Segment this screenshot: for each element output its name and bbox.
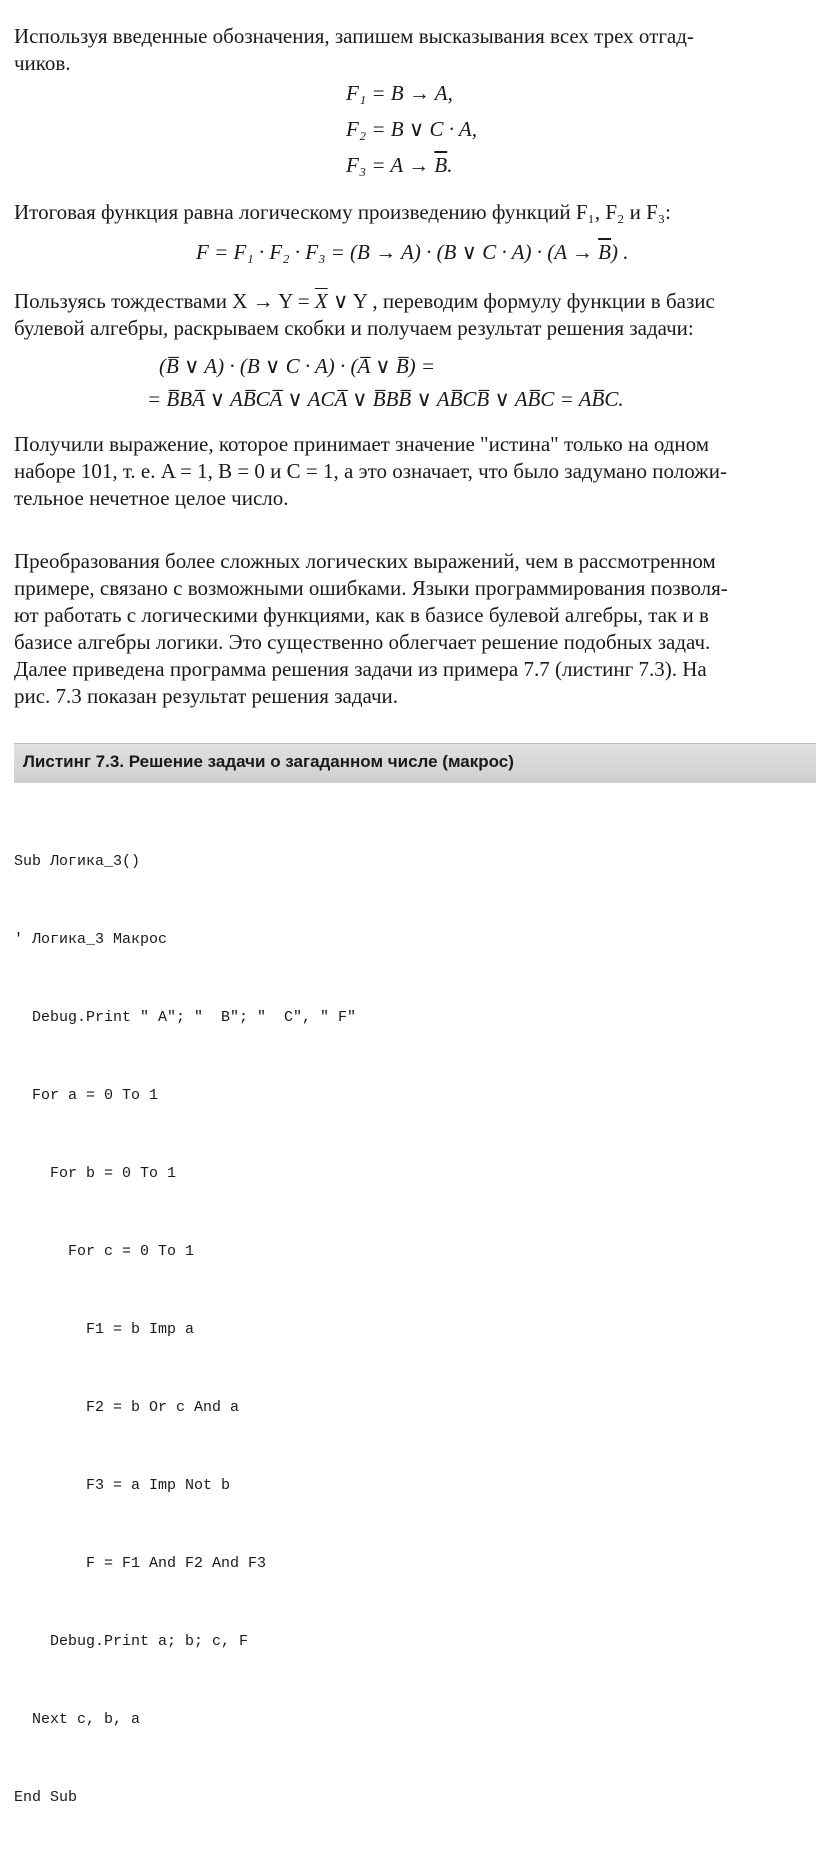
identity-line-1 xyxy=(14,288,816,315)
result-line-2: наборе 101, т. е. A = 1, B = 0 и C = 1, а это означает, что было задумано положи- xyxy=(14,459,727,483)
expansion-line-2: = B̅BA̅ ∨ AB̅CA̅ ∨ ACA̅ ∨ B̅BB̅ ∨ AB̅CB̅ ∨ AB̅C = AB̅C. xyxy=(147,387,624,411)
expansion-block xyxy=(147,350,624,416)
code-line: F3 = a Imp Not b xyxy=(14,1477,231,1494)
identity-paragraph xyxy=(14,288,816,342)
result-line-3: тельное нечетное целое число. xyxy=(14,486,289,510)
transform-line-2: примере, связано с возможными ошибками. Языки программирования позволя- xyxy=(14,576,728,600)
result-line-1: Получили выражение, которое принимает значение "истина" только на одном xyxy=(14,432,710,456)
listing-header xyxy=(14,743,816,783)
product-formula-end: ) . xyxy=(610,240,629,264)
code-line: Debug.Print a; b; c, F xyxy=(14,1633,249,1650)
identity-line-1-end: ∨ Y , переводим формулу функции в базис xyxy=(327,289,715,313)
product-formula-negated-b: $\overline{B}$ xyxy=(598,240,611,264)
code-line: F1 = b Imp a xyxy=(14,1321,195,1338)
identity-line-2: булевой алгебры, раскрываем скобки и получаем результат решения задачи: xyxy=(14,316,694,340)
transform-line-6: рис. 7.3 показан результат решения задачи. xyxy=(14,684,399,708)
product-formula xyxy=(196,236,628,269)
code-line: For c = 0 To 1 xyxy=(14,1243,195,1260)
intro-paragraph xyxy=(14,23,816,77)
identity-negated-x: $\overline{X}$ xyxy=(314,289,328,313)
code-line: F2 = b Or c And a xyxy=(14,1399,240,1416)
formula-f3-end: . xyxy=(447,153,453,177)
transform-line-5: Далее приведена программа решения задачи из примера 7.7 (листинг 7.3). На xyxy=(14,657,707,681)
transform-line-3: ют работать с логическими функциями, как в базисе булевой алгебры, так и в xyxy=(14,603,709,627)
code-line: Sub Логика_3() xyxy=(14,853,141,870)
code-line: Debug.Print " A"; " B"; " C", " F" xyxy=(14,1009,357,1026)
result-paragraph xyxy=(14,431,816,512)
intro-line-2: чиков. xyxy=(14,51,71,75)
formula-f1: F₁ = B → A, xyxy=(346,81,453,105)
transform-line-1: Преобразования более сложных логических выражений, чем в рассмотренном xyxy=(14,549,716,573)
formula-block xyxy=(346,77,477,182)
code-line: ' Логика_3 Макрос xyxy=(14,931,168,948)
code-line: F = F1 And F2 And F3 xyxy=(14,1555,267,1572)
product-text: Итоговая функция равна логическому произведению функций F₁, F₂ и F₃: xyxy=(14,200,671,224)
product-formula-left: F = F₁ · F₂ · F₃ = (B → A) · (B ∨ C · A) · (A → xyxy=(196,240,599,264)
code-listing xyxy=(14,797,356,1863)
code-line: For a = 0 To 1 xyxy=(14,1087,159,1104)
formula-f3 xyxy=(346,149,477,182)
transform-paragraph xyxy=(14,548,816,710)
code-line: Next c, b, a xyxy=(14,1711,141,1728)
formula-f3-negated-b: $\overline{B}$ xyxy=(434,153,448,177)
identity-line-1-start: Пользуясь тождествами X → Y = xyxy=(14,289,315,313)
expansion-line-1: (B̅ ∨ A) · (B ∨ C · A) · (A̅ ∨ B̅) = xyxy=(159,354,436,378)
code-line: For b = 0 To 1 xyxy=(14,1165,177,1182)
code-line: End Sub xyxy=(14,1789,78,1806)
formula-f2: F₂ = B ∨ C · A, xyxy=(346,117,477,141)
intro-line-1: Используя введенные обозначения, запишем высказывания всех трех отгад- xyxy=(14,24,694,48)
formula-f3-left: F₃ = A → xyxy=(346,153,435,177)
transform-line-4: базисе алгебры логики. Это существенно облегчает решение подобных задач. xyxy=(14,630,711,654)
listing-title: Листинг 7.3. Решение задачи о загаданном числе (макрос) xyxy=(23,752,514,771)
